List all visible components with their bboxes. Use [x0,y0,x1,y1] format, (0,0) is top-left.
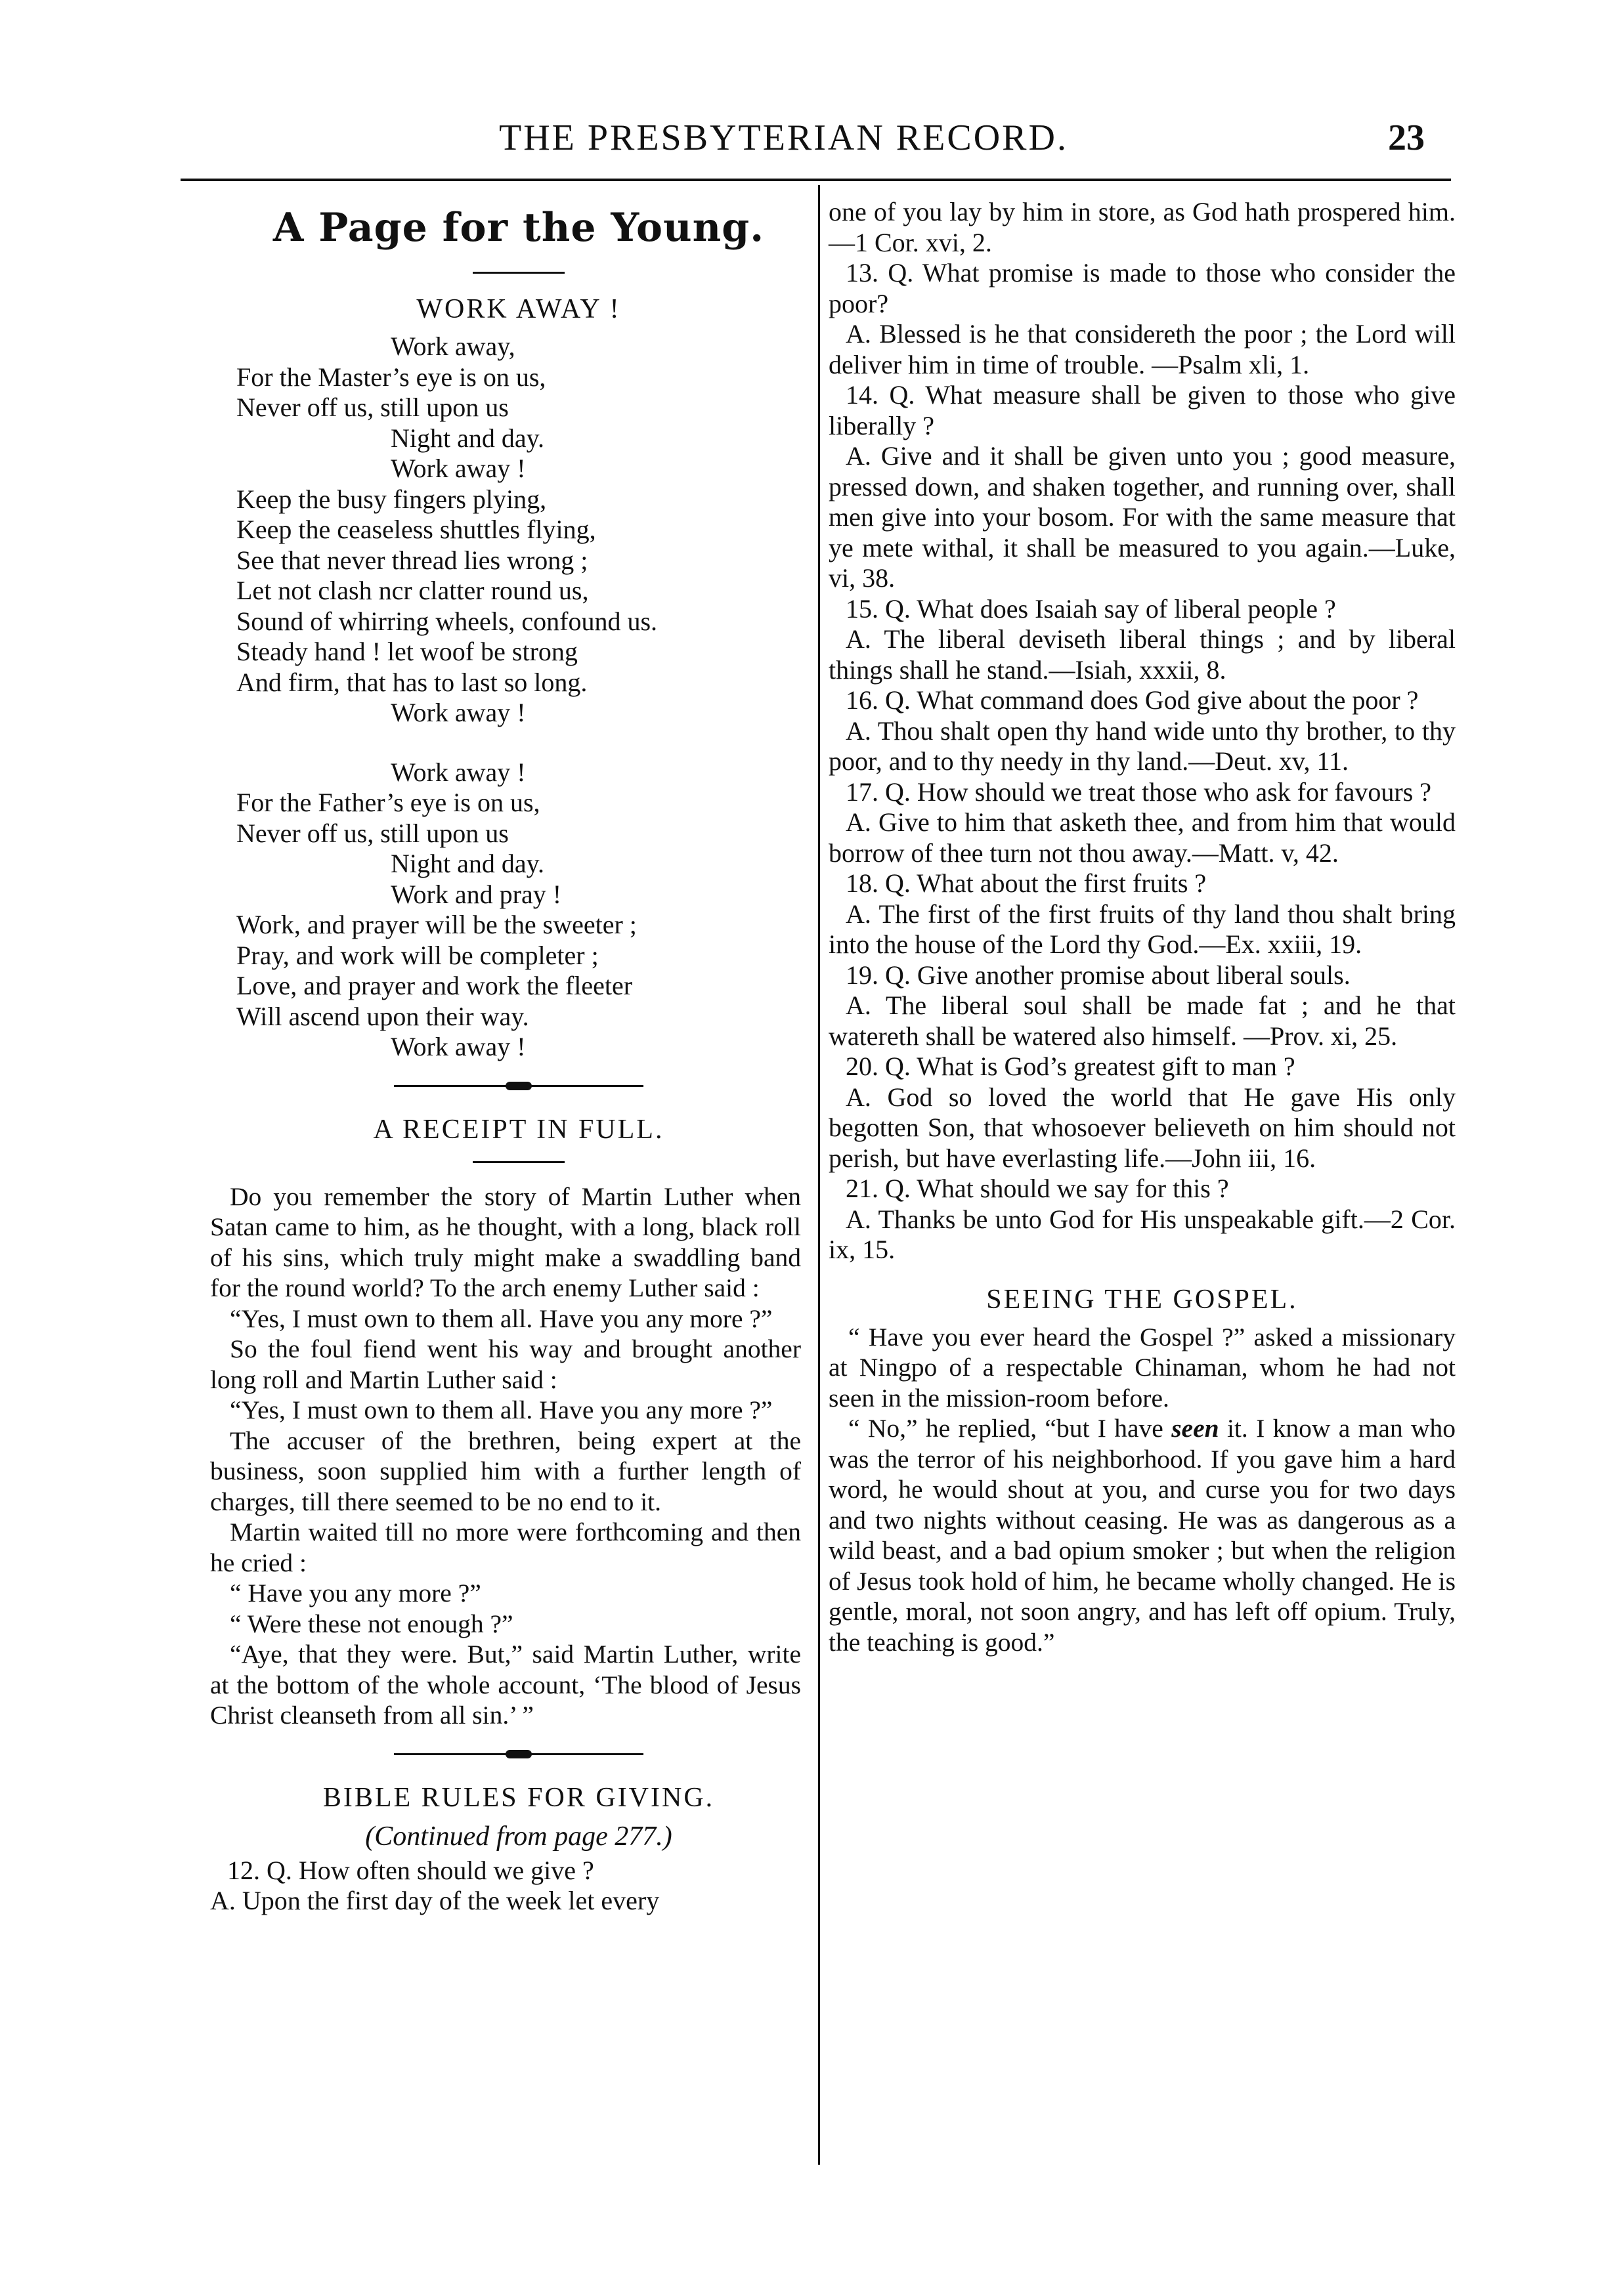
poem-line: Work away ! [391,1032,526,1061]
poem-line: Pray, and work will be completer ; [236,940,599,970]
answer: one of you lay by him in store, as God hath prospered him.—1 Cor. xvi, 2. [829,197,1456,257]
paragraph [829,1413,1456,1657]
question: 17. Q. How should we treat those who ask for favours ? [846,776,1432,807]
poem-line: Work away ! [391,454,526,483]
poem-line: Sound of whirring wheels, confound us. [236,606,658,636]
paragraph: “ Were these not enough ?” [230,1609,513,1638]
poem-line: Work, and prayer will be the sweeter ; [236,910,637,939]
answer: A. Blessed is he that considereth the poor ; the Lord will deliver him in time of trouble. —Psalm xli, 1. [829,319,1456,379]
paragraph: “ Have you any more ?” [230,1579,481,1607]
left-column [210,197,801,1917]
ornament-divider [394,1080,643,1093]
paragraph: “Yes, I must own to them all. Have you any more ?” [230,1395,773,1424]
poem-line: Work away ! [391,698,526,727]
poem-line: Work away ! [391,757,526,787]
paragraph: The accuser of the brethren, being expert at the business, soon supplied him with a further length of charges, till there seemed to be no end to it. [210,1426,801,1516]
poem-line: Let not clash ncr clatter round us, [236,576,589,605]
answer: A. The liberal soul shall be made fat ; and he that watereth shall be watered also himself. —Prov. xi, 25. [829,990,1456,1051]
answer: A. God so loved the world that He gave His only begotten Son, that whosoever believeth on him should not perish, but have everlasting life.—John iii, 16. [829,1082,1456,1173]
emphasis: seen [1171,1414,1219,1443]
poem-line: Love, and prayer and work the fleeter [236,971,633,1000]
answer: A. Thou shalt open thy hand wide unto thy brother, to thy poor, and to thy needy in thy land.—Deut. xv, 11. [829,715,1456,776]
column-divider [818,185,820,2165]
question: 12. Q. How often should we give ? [227,1855,594,1885]
page-number: 23 [1388,117,1425,158]
bible-rules-body [210,1856,801,1917]
question: 13. Q. What promise is made to those who consider the poor? [829,258,1456,318]
answer: A. Upon the first day of the week let every [210,1886,660,1915]
poem-stanza-2 [236,757,801,1063]
paragraph: “ Have you ever heard the Gospel ?” asked a missionary at Ningpo of a respectable Chinaman, whom he had not seen in the mission-room before. [829,1322,1456,1413]
poem-line: For the Father’s eye is on us, [236,788,540,817]
receipt-title: A RECEIPT IN FULL. [373,1114,664,1145]
heading-rule [473,272,565,274]
answer: A. Give and it shall be given unto you ; good measure, pressed down, and shaken together, and running over, shall men give into your bosom. For with the same measure that ye mete withal, it shall be measured to you again.—Luke, vi, 38. [829,441,1456,593]
poem-line: Steady hand ! let woof be strong [236,637,578,666]
answer: A. The liberal deviseth liberal things ; and by liberal things shall he stand.—Isiah, xxxii, 8. [829,624,1456,685]
poem-title: WORK AWAY ! [416,294,621,324]
header-rule [181,179,1451,181]
bible-rules-continued [829,197,1456,1265]
poem-line: And firm, that has to last so long. [236,667,588,697]
question: 21. Q. What should we say for this ? [846,1174,1229,1203]
question: 20. Q. What is God’s greatest gift to man ? [846,1052,1295,1081]
poem-line: See that never thread lies wrong ; [236,545,588,575]
text-run: it. I know a man who was the terror of his neighborhood. If you gave him a hard word, he would shout at you, and curse you for two days and two nights without ceasing. He was as dangerous as a wild beast, and a bad opium smoker ; but when the religion of Jesus took hold of him, he became wholly changed. He is gentle, moral, not soon angry, and has left off opium. Truly, the teaching is good.” [829,1414,1456,1657]
answer: A. The first of the first fruits of thy land thou shalt bring into the house of the Lord thy God.—Ex. xxiii, 19. [829,899,1456,959]
question: 19. Q. Give another promise about liberal souls. [846,960,1351,990]
ornament-divider [394,1748,643,1761]
poem-line: Keep the busy fingers plying, [236,484,547,514]
running-header [177,117,1464,169]
poem-line: Will ascend upon their way. [236,1001,529,1031]
section-heading: A Page for the Young. [272,205,765,251]
continued-note: (Continued from page 277.) [365,1821,672,1852]
receipt-body [210,1181,801,1731]
poem-line: Work away, [391,331,515,361]
question: 14. Q. What measure shall be given to those who give liberally ? [829,380,1456,440]
poem-line: Never off us, still upon us [236,818,509,848]
answer: A. Thanks be unto God for His unspeakable gift.—2 Cor. ix, 15. [829,1204,1456,1264]
question: 16. Q. What command does God give about the poor ? [846,685,1419,715]
paragraph: “Aye, that they were. But,” said Martin Luther, write at the bottom of the whole account, ‘The blood of Jesus Christ cleanseth from all sin.’ ” [210,1640,801,1730]
text-run: “ No,” he replied, “but I have [848,1414,1172,1443]
question: 15. Q. What does Isaiah say of liberal people ? [846,593,1336,624]
poem-line: Work and pray ! [391,879,562,909]
paragraph: “Yes, I must own to them all. Have you any more ?” [230,1304,773,1333]
poem-line: For the Master’s eye is on us, [236,362,546,392]
stanza-gap [236,729,801,757]
right-column [829,197,1456,1657]
publication-title: THE PRESBYTERIAN RECORD. [499,117,1068,158]
title-rule [473,1161,565,1163]
paragraph: So the foul fiend went his way and brought another long roll and Martin Luther said : [210,1334,801,1394]
seeing-gospel-title: SEEING THE GOSPEL. [986,1284,1298,1315]
poem-line: Night and day. [391,849,545,878]
seeing-gospel-body [829,1322,1456,1658]
answer: A. Give to him that asketh thee, and from him that would borrow of thee turn not thou away.—Matt. v, 42. [829,807,1456,868]
poem-stanza-1 [236,331,801,729]
bible-rules-title: BIBLE RULES FOR GIVING. [322,1782,715,1813]
paragraph: Do you remember the story of Martin Luther when Satan came to him, as he thought, with a long, black roll of his sins, which truly might make a swaddling band for the round world? To the arch enemy Luther said : [210,1181,801,1302]
poem-line: Keep the ceaseless shuttles flying, [236,515,596,544]
poem-line: Night and day. [391,423,545,453]
question: 18. Q. What about the first fruits ? [846,868,1207,898]
paragraph: Martin waited till no more were forthcoming and then he cried : [210,1518,801,1577]
poem-line: Never off us, still upon us [236,393,509,422]
